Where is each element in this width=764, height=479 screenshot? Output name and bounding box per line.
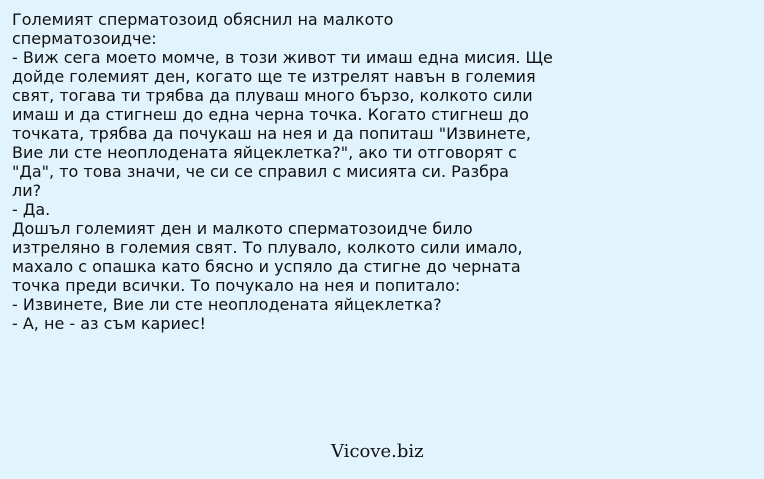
joke-line: Големият сперматозоид обяснил на малкото — [12, 10, 394, 29]
joke-line: точката, трябва да почукаш на нея и да попиташ "Извинете, — [12, 124, 531, 143]
joke-line: точка преди всички. То почукало на нея и попитало: — [12, 276, 461, 295]
joke-line: махало с опашка като бясно и успяло да стигне до черната — [12, 257, 521, 276]
joke-line: Вие ли сте неоплодената яйцеклетка?", ако ти отговорят с — [12, 143, 517, 162]
site-watermark: Vicove.biz — [331, 441, 424, 462]
joke-line: Дошъл големият ден и малкото сперматозоидче било — [12, 219, 473, 238]
joke-line: изтреляно в големия свят. То плувало, колкото сили имало, — [12, 238, 523, 257]
joke-line: "Да", то това значи, че си се справил с мисията си. Разбра — [12, 162, 509, 181]
joke-line: - Виж сега моето момче, в този живот ти имаш една мисия. Ще — [12, 48, 553, 67]
joke-line: ли? — [12, 181, 42, 200]
joke-text — [12, 10, 592, 333]
joke-line: - Извинете, Вие ли сте неоплодената яйцеклетка? — [12, 295, 442, 314]
joke-line: - А, не - аз съм кариес! — [12, 314, 206, 333]
joke-line: свят, тогава ти трябва да плуваш много бързо, колкото сили — [12, 86, 533, 105]
joke-line: сперматозоидче: — [12, 29, 157, 48]
joke-line: - Да. — [12, 200, 51, 219]
joke-line: дойде големият ден, когато ще те изтрелят навън в големия — [12, 67, 536, 86]
joke-line: имаш и да стигнеш до една черна точка. Когато стигнеш до — [12, 105, 529, 124]
